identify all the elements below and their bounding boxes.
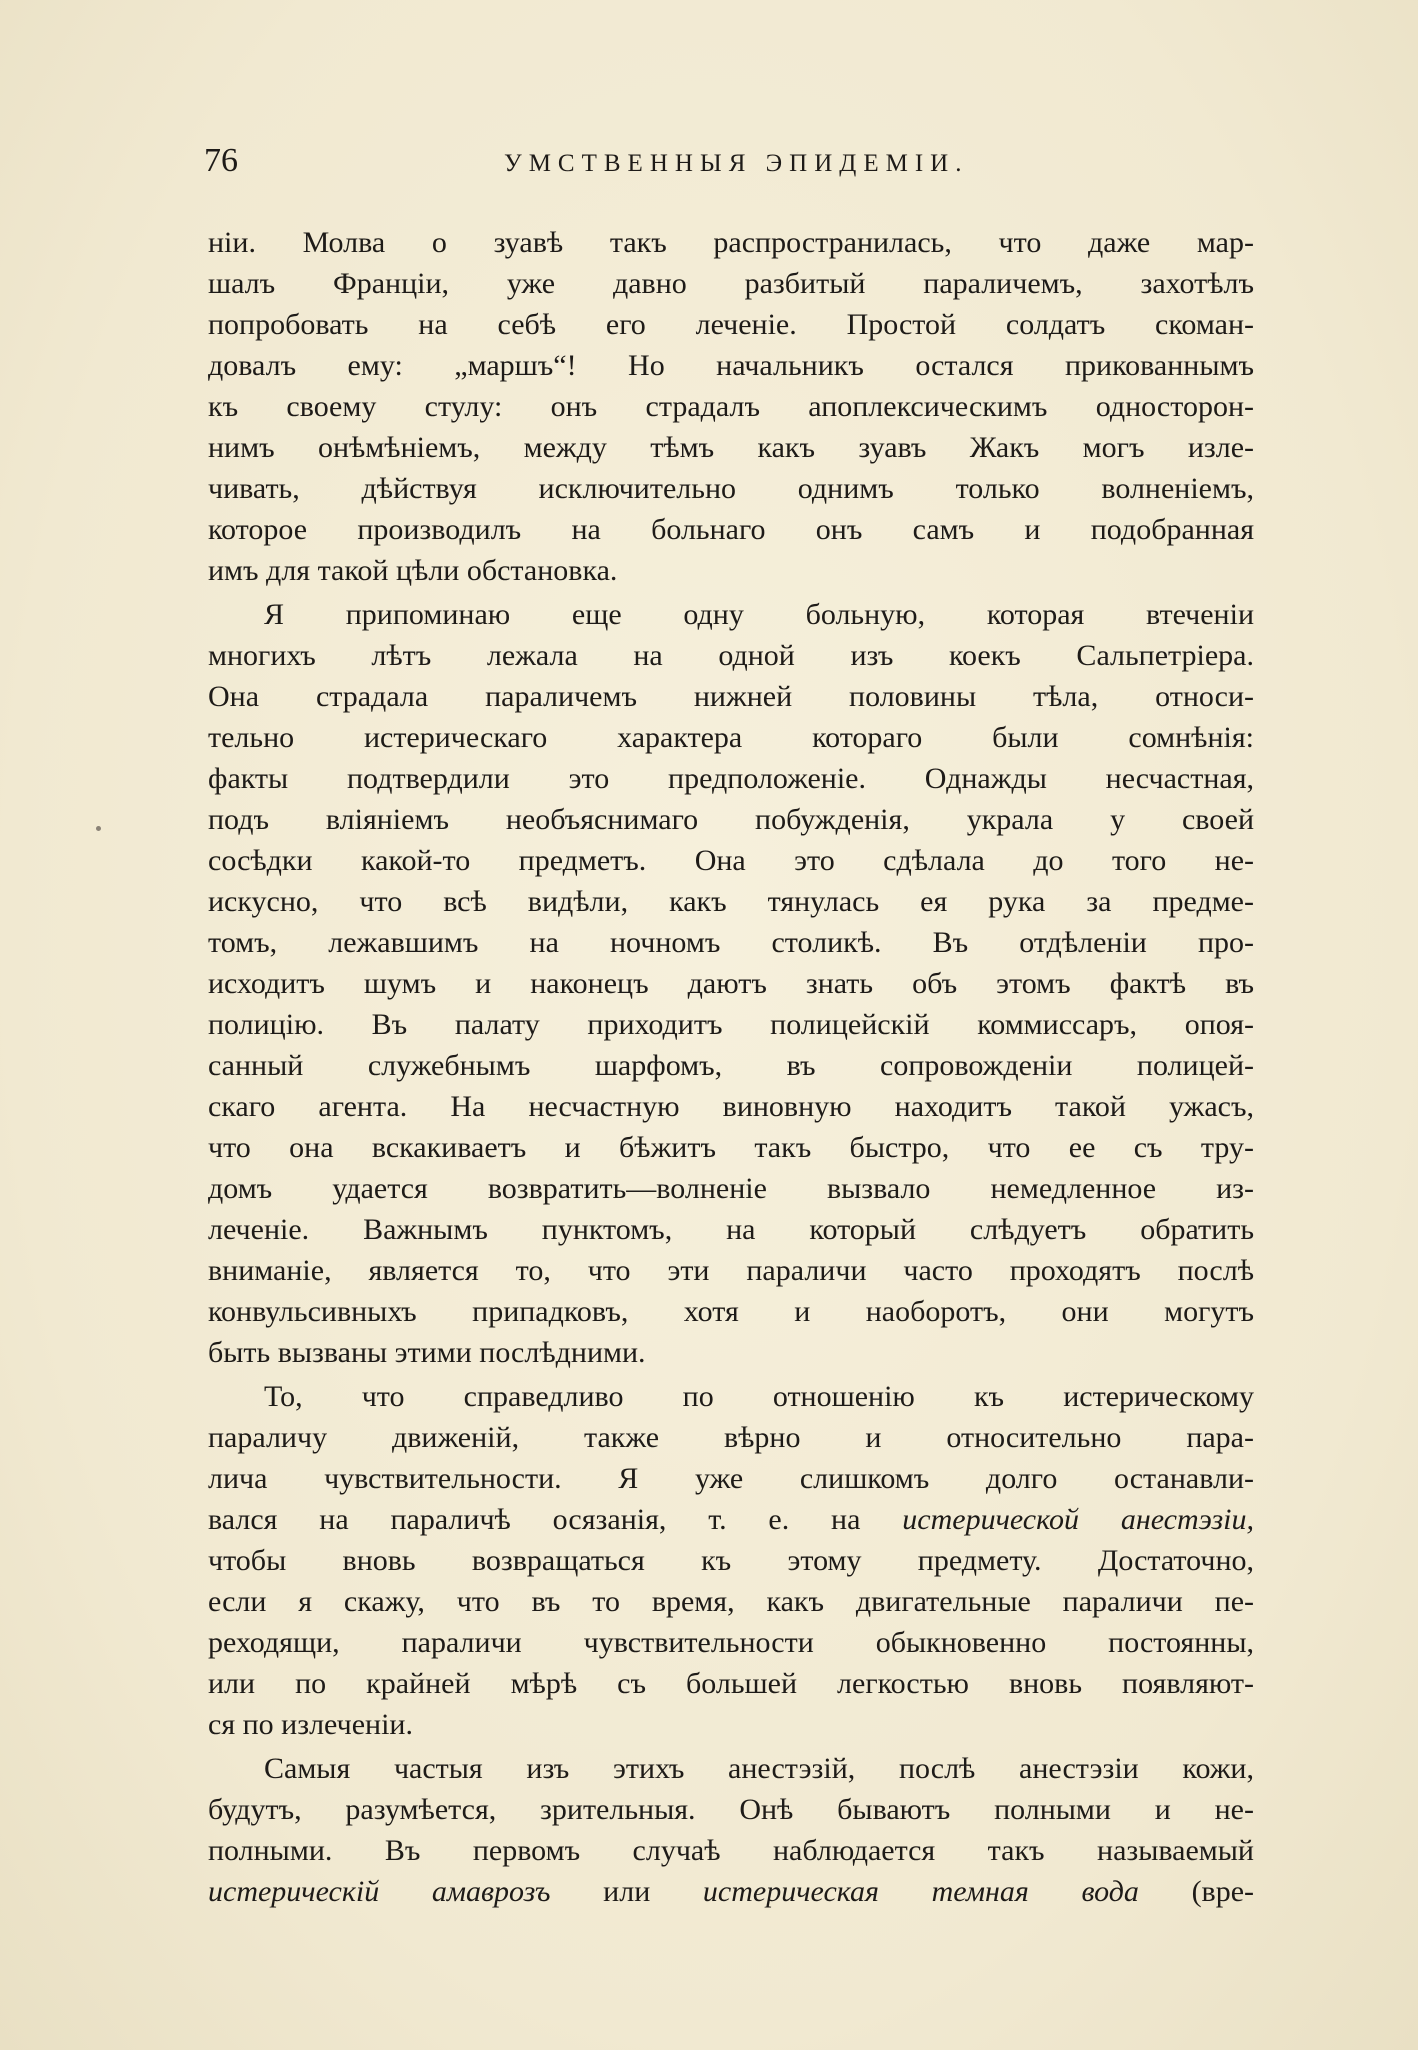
text-line: если я скажу, что въ то время, какъ двигательные параличи пе- <box>208 1585 1254 1618</box>
text-line: параличу движеній, также вѣрно и относительно пара- <box>208 1421 1254 1454</box>
running-title: УМСТВЕННЫЯ ЭПИДЕМІИ. <box>504 150 969 177</box>
text-line: вниманіе, является то, что эти параличи часто проходятъ послѣ <box>208 1254 1254 1287</box>
text-line: искусно, что всѣ видѣли, какъ тянулась ея рука за предме- <box>208 885 1254 918</box>
text-line: Я припоминаю еще одну больную, которая втеченіи <box>264 598 1254 631</box>
text-line: чтобы вновь возвращаться къ этому предмету. Достаточно, <box>208 1544 1254 1577</box>
text-line: нимъ онѣмѣніемъ, между тѣмъ какъ зуавъ Жакъ могъ изле- <box>208 431 1254 464</box>
text-line: чивать, дѣйствуя исключительно однимъ только волненіемъ, <box>208 472 1254 505</box>
text-line: или по крайней мѣрѣ съ большей легкостью вновь появляют- <box>208 1667 1254 1700</box>
paragraph <box>208 222 1254 591</box>
text-line: къ своему стулу: онъ страдалъ апоплексическимъ односторон- <box>208 390 1254 423</box>
text-line: Она страдала параличемъ нижней половины тѣла, относи- <box>208 680 1254 713</box>
page-number: 76 <box>204 142 238 179</box>
body-text <box>208 222 1254 1912</box>
text-line: многихъ лѣтъ лежала на одной изъ коекъ Сальпетріера. <box>208 639 1254 672</box>
text-line: имъ для такой цѣли обстановка. <box>208 554 618 587</box>
text-line: Самыя частыя изъ этихъ анестэзій, послѣ анестэзіи кожи, <box>264 1752 1254 1785</box>
text-line: скаго агента. На несчастную виновную находитъ такой ужасъ, <box>208 1090 1254 1123</box>
paragraph <box>208 1748 1254 1912</box>
text-line: факты подтвердили это предположеніе. Однажды несчастная, <box>208 762 1254 795</box>
text-line: конвульсивныхъ припадковъ, хотя и наоборотъ, они могутъ <box>208 1295 1254 1328</box>
text-line: которое производилъ на больнаго онъ самъ и подобранная <box>208 513 1254 546</box>
text-span: (вре- <box>1191 1875 1254 1908</box>
text-line: ніи. Молва о зуавѣ такъ распространилась, что даже мар- <box>208 226 1254 259</box>
text-span: или <box>603 1875 651 1908</box>
text-line: полными. Въ первомъ случаѣ наблюдается такъ называемый <box>208 1834 1254 1867</box>
text-line: исходитъ шумъ и наконецъ даютъ знать объ этомъ фактѣ въ <box>208 967 1254 1000</box>
page-header <box>204 142 1254 192</box>
margin-spot <box>96 826 101 831</box>
text-span: вался на параличѣ осязанія, т. е. на <box>208 1503 861 1536</box>
text-line: тельно истерическаго характера котораго были сомнѣнія: <box>208 721 1254 754</box>
text-line: довалъ ему: „маршъ“! Но начальникъ остался прикованнымъ <box>208 349 1254 382</box>
text-line: То, что справедливо по отношенію къ истерическому <box>264 1380 1254 1413</box>
paragraph <box>208 594 1254 1373</box>
text-line: домъ удается возвратить—волненіе вызвало немедленное из- <box>208 1172 1254 1205</box>
italic-term: истерической анестэзіи, <box>902 1503 1254 1536</box>
paragraph <box>208 1376 1254 1745</box>
text-line: попробовать на себѣ его леченіе. Простой солдатъ скоман- <box>208 308 1254 341</box>
italic-term: истерическая темная вода <box>702 1875 1139 1908</box>
text-line: леченіе. Важнымъ пунктомъ, на который слѣдуетъ обратить <box>208 1213 1254 1246</box>
text-line: ся по излеченіи. <box>208 1708 413 1741</box>
text-line <box>208 1499 1254 1540</box>
text-line: реходящи, параличи чувствительности обыкновенно постоянны, <box>208 1626 1254 1659</box>
text-line: сосѣдки какой-то предметъ. Она это сдѣлала до того не- <box>208 844 1254 877</box>
text-line: что она вскакиваетъ и бѣжитъ такъ быстро, что ее съ тру- <box>208 1131 1254 1164</box>
text-line: подъ вліяніемъ необъяснимаго побужденія, украла у своей <box>208 803 1254 836</box>
text-line: полицію. Въ палату приходитъ полицейскій коммиссаръ, опоя- <box>208 1008 1254 1041</box>
text-line: шалъ Франціи, уже давно разбитый параличемъ, захотѣлъ <box>208 267 1254 300</box>
italic-term: истерическій амаврозъ <box>208 1875 551 1908</box>
text-line <box>208 1871 1254 1912</box>
text-line: санный служебнымъ шарфомъ, въ сопровожденіи полицей- <box>208 1049 1254 1082</box>
text-line: томъ, лежавшимъ на ночномъ столикѣ. Въ отдѣленіи про- <box>208 926 1254 959</box>
text-line: будутъ, разумѣется, зрительныя. Онѣ бываютъ полными и не- <box>208 1793 1254 1826</box>
text-line: быть вызваны этими послѣдними. <box>208 1336 646 1369</box>
text-line: лича чувствительности. Я уже слишкомъ долго останавли- <box>208 1462 1254 1495</box>
